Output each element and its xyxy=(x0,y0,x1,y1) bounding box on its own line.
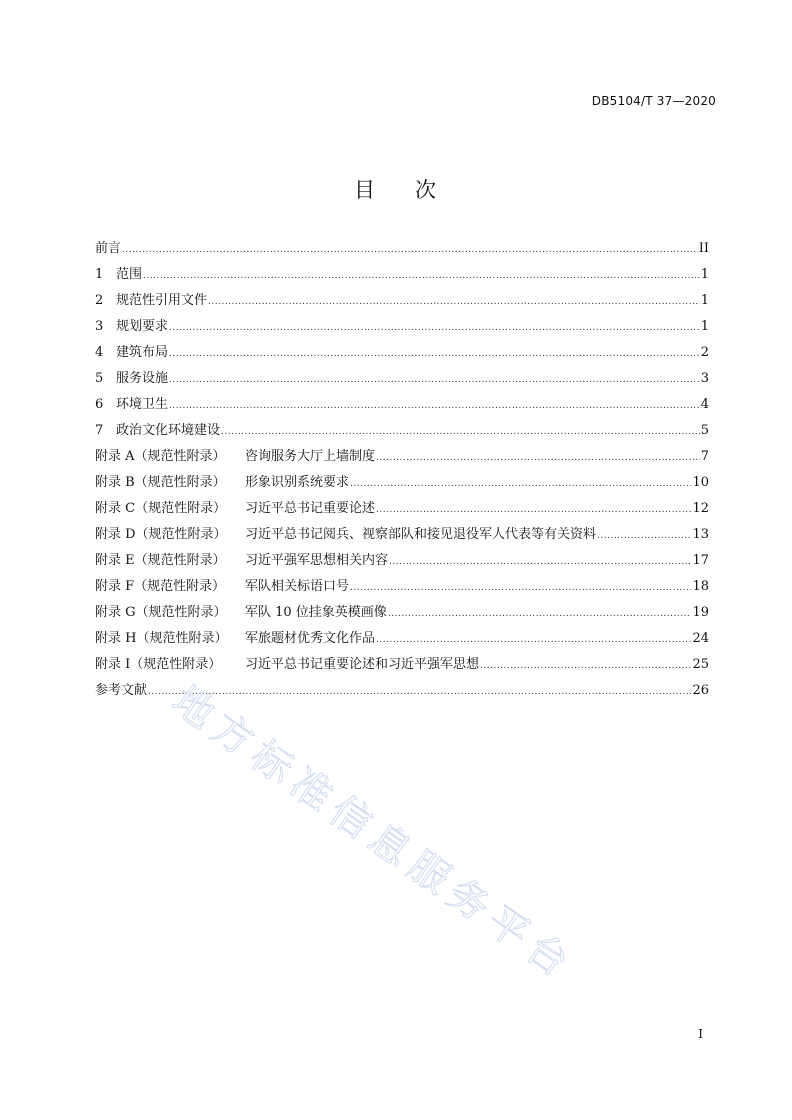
toc-dot-leader xyxy=(143,263,700,289)
toc-entry-page: 12 xyxy=(692,501,709,516)
toc-entry-number: 4 xyxy=(95,345,104,360)
toc-entry[interactable] xyxy=(95,236,709,262)
toc-entry-title: 军队 10 位挂象英模画像 xyxy=(245,605,387,620)
toc-entry[interactable] xyxy=(95,288,709,314)
toc-entry-page: 26 xyxy=(692,683,709,698)
toc-entry-title: 习近平总书记重要论述 xyxy=(245,501,376,516)
toc-entry[interactable] xyxy=(95,600,709,626)
toc-entry-title: 建筑布局 xyxy=(116,345,169,360)
toc-entry[interactable] xyxy=(95,548,709,574)
toc-dot-leader xyxy=(350,471,691,497)
toc-dot-leader xyxy=(169,367,700,393)
toc-entry-title: 规划要求 xyxy=(116,319,169,334)
toc-entry-page: 4 xyxy=(700,397,709,412)
table-of-contents xyxy=(95,236,709,704)
toc-dot-leader xyxy=(597,523,691,549)
toc-entry-page: 7 xyxy=(700,449,709,464)
toc-dot-leader xyxy=(221,419,700,445)
toc-entry-annex-prefix: 附录 A（规范性附录） xyxy=(95,449,226,464)
toc-entry-annex-prefix: 附录 E（规范性附录） xyxy=(95,553,226,568)
toc-entry[interactable] xyxy=(95,262,709,288)
toc-entry-annex-prefix: 附录 D（规范性附录） xyxy=(95,527,227,542)
toc-entry-title: 形象识别系统要求 xyxy=(245,475,350,490)
title-char-2: 次 xyxy=(415,178,438,202)
toc-entry-title: 军旅题材优秀文化作品 xyxy=(245,631,376,646)
toc-entry-title: 习近平总书记阅兵、视察部队和接见退役军人代表等有关资料 xyxy=(245,527,597,542)
toc-dot-leader xyxy=(169,315,700,341)
toc-entry[interactable] xyxy=(95,366,709,392)
toc-entry-page: 1 xyxy=(700,293,709,308)
toc-entry-page: 17 xyxy=(692,553,709,568)
toc-entry-page: 24 xyxy=(692,631,709,646)
toc-entry[interactable] xyxy=(95,392,709,418)
toc-entry-title: 参考文献 xyxy=(95,683,148,698)
toc-entry-number: 5 xyxy=(95,371,104,386)
toc-dot-leader xyxy=(208,289,700,315)
toc-entry-title: 前言 xyxy=(95,241,122,256)
toc-dot-leader xyxy=(376,497,691,523)
toc-entry-annex-prefix: 附录 G（规范性附录） xyxy=(95,605,227,620)
toc-entry-page: 10 xyxy=(692,475,709,490)
page-title xyxy=(0,174,792,204)
toc-entry-page: 5 xyxy=(700,423,709,438)
toc-entry-annex-prefix: 附录 H（规范性附录） xyxy=(95,631,228,646)
title-char-1: 目 xyxy=(354,178,377,202)
document-code: DB5104/T 37—2020 xyxy=(591,94,716,108)
toc-entry-page: 3 xyxy=(700,371,709,386)
toc-entry[interactable] xyxy=(95,522,709,548)
toc-dot-leader xyxy=(388,601,692,627)
toc-dot-leader xyxy=(169,341,700,367)
toc-entry-title: 习近平总书记重要论述和习近平强军思想 xyxy=(245,657,480,672)
toc-entry-title: 习近平强军思想相关内容 xyxy=(245,553,389,568)
toc-entry-title: 规范性引用文件 xyxy=(116,293,208,308)
toc-dot-leader xyxy=(376,627,691,653)
toc-entry-annex-prefix: 附录 B（规范性附录） xyxy=(95,475,226,490)
toc-entry-annex-prefix: 附录 F（规范性附录） xyxy=(95,579,226,594)
toc-entry-annex-prefix: 附录 I（规范性附录） xyxy=(95,657,222,672)
toc-entry-page: 2 xyxy=(700,345,709,360)
toc-entry-number: 7 xyxy=(95,423,104,438)
toc-entry-title: 环境卫生 xyxy=(116,397,169,412)
toc-entry[interactable] xyxy=(95,496,709,522)
toc-dot-leader xyxy=(389,549,691,575)
toc-entry-title: 军队相关标语口号 xyxy=(245,579,350,594)
toc-dot-leader xyxy=(122,237,698,263)
toc-dot-leader xyxy=(169,393,700,419)
toc-entry[interactable] xyxy=(95,574,709,600)
toc-entry[interactable] xyxy=(95,626,709,652)
toc-entry-page: 19 xyxy=(692,605,709,620)
toc-entry-number: 1 xyxy=(95,267,104,282)
toc-entry-title: 服务设施 xyxy=(116,371,169,386)
toc-entry[interactable] xyxy=(95,418,709,444)
toc-entry[interactable] xyxy=(95,444,709,470)
watermark: 地方标准信息服务平台 xyxy=(163,677,584,991)
footer-page-number: I xyxy=(698,1027,703,1041)
toc-entry-page: 18 xyxy=(692,579,709,594)
toc-entry[interactable] xyxy=(95,314,709,340)
toc-entry-number: 3 xyxy=(95,319,104,334)
toc-entry[interactable] xyxy=(95,470,709,496)
toc-entry-page: 25 xyxy=(692,657,709,672)
toc-entry-number: 2 xyxy=(95,293,104,308)
toc-entry-title: 范围 xyxy=(116,267,143,282)
toc-entry-page: 1 xyxy=(700,319,709,334)
toc-dot-leader xyxy=(350,575,691,601)
toc-entry-title: 咨询服务大厅上墙制度 xyxy=(245,449,376,464)
toc-entry-page: 13 xyxy=(692,527,709,542)
toc-entry-title: 政治文化环境建设 xyxy=(116,423,221,438)
toc-entry-page: II xyxy=(698,241,709,256)
toc-entry-annex-prefix: 附录 C（规范性附录） xyxy=(95,501,227,516)
toc-entry[interactable] xyxy=(95,652,709,678)
toc-entry-number: 6 xyxy=(95,397,104,412)
toc-entry[interactable] xyxy=(95,340,709,366)
toc-entry-page: 1 xyxy=(700,267,709,282)
toc-dot-leader xyxy=(376,445,700,471)
toc-dot-leader xyxy=(480,653,691,679)
